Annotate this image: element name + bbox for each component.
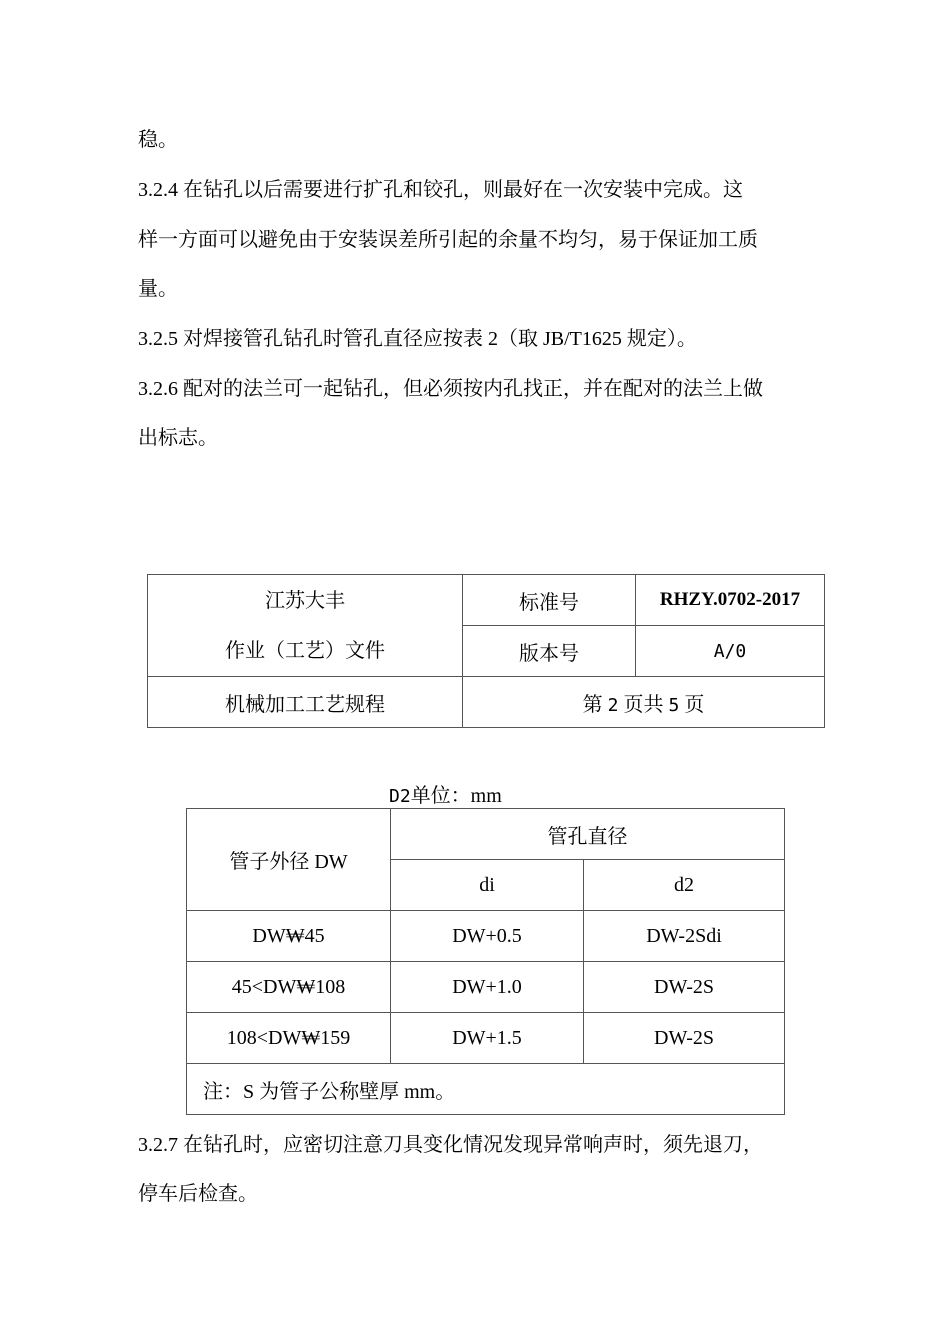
paragraph-3-2-3-tail: 稳。 [138, 129, 178, 151]
paragraph-line: 出标志。 [138, 427, 218, 449]
paragraph-line: 3.2.4 在钻孔以后需要进行扩孔和铰孔，则最好在一次安装中完成。这 [138, 179, 743, 201]
cell-di: DW+0.5 [391, 911, 584, 962]
page-info [463, 677, 825, 728]
cell-di: DW+1.5 [391, 1013, 584, 1064]
header-d2: d2 [584, 860, 785, 911]
paragraph-line: 3.2.7 在钻孔时，应密切注意刀具变化情况发现异常响声时，须先退刀， [138, 1134, 763, 1156]
cell-d2: DW-2S [584, 1013, 785, 1064]
cell-outer: DW₩45 [187, 911, 391, 962]
cell-outer: 45<DW₩108 [187, 962, 391, 1013]
table-caption-unit: 单位：mm [410, 785, 502, 807]
page-current: 2 [607, 694, 619, 716]
standard-number: RHZY.0702-2017 [636, 575, 825, 626]
version-label: 版本号 [463, 626, 636, 677]
company-cell [148, 575, 463, 677]
table-row [187, 911, 785, 962]
page-info-suffix: 页 [684, 693, 705, 716]
standard-label: 标准号 [463, 575, 636, 626]
procedure-title: 机械加工工艺规程 [148, 677, 463, 728]
header-di: di [391, 860, 584, 911]
document-type: 作业（工艺）文件 [225, 639, 385, 662]
table-row [187, 1013, 785, 1064]
paragraph-line: 样一方面可以避免由于安装误差所引起的余量不均匀，易于保证加工质 [138, 229, 758, 251]
paragraph-line: 量。 [138, 278, 178, 300]
table-row [187, 962, 785, 1013]
paragraph-line: 3.2.6 配对的法兰可一起钻孔，但必须按内孔找正，并在配对的法兰上做 [138, 378, 763, 400]
page-info-prefix: 第 [582, 693, 603, 716]
table-caption-code: D2 [389, 786, 411, 807]
header-hole-diameter: 管孔直径 [391, 809, 785, 860]
cell-outer: 108<DW₩159 [187, 1013, 391, 1064]
table-caption [389, 783, 502, 810]
header-outer-diameter: 管子外径 DW [187, 809, 391, 911]
paragraph-line: 停车后检查。 [138, 1183, 258, 1205]
version-number: A/0 [636, 626, 825, 677]
cell-di: DW+1.0 [391, 962, 584, 1013]
page-total: 5 [668, 694, 680, 716]
company-name: 江苏大丰 [265, 589, 345, 612]
pipe-hole-diameter-table [186, 808, 785, 1115]
page-info-mid: 页共 [623, 693, 664, 716]
paragraph-3-2-5: 3.2.5 对焊接管孔钻孔时管孔直径应按表 2（取 JB/T1625 规定）。 [138, 328, 697, 350]
cell-d2: DW-2Sdi [584, 911, 785, 962]
table-note: 注：S 为管子公称壁厚 mm。 [187, 1064, 785, 1115]
document-header-table [147, 574, 825, 728]
cell-d2: DW-2S [584, 962, 785, 1013]
